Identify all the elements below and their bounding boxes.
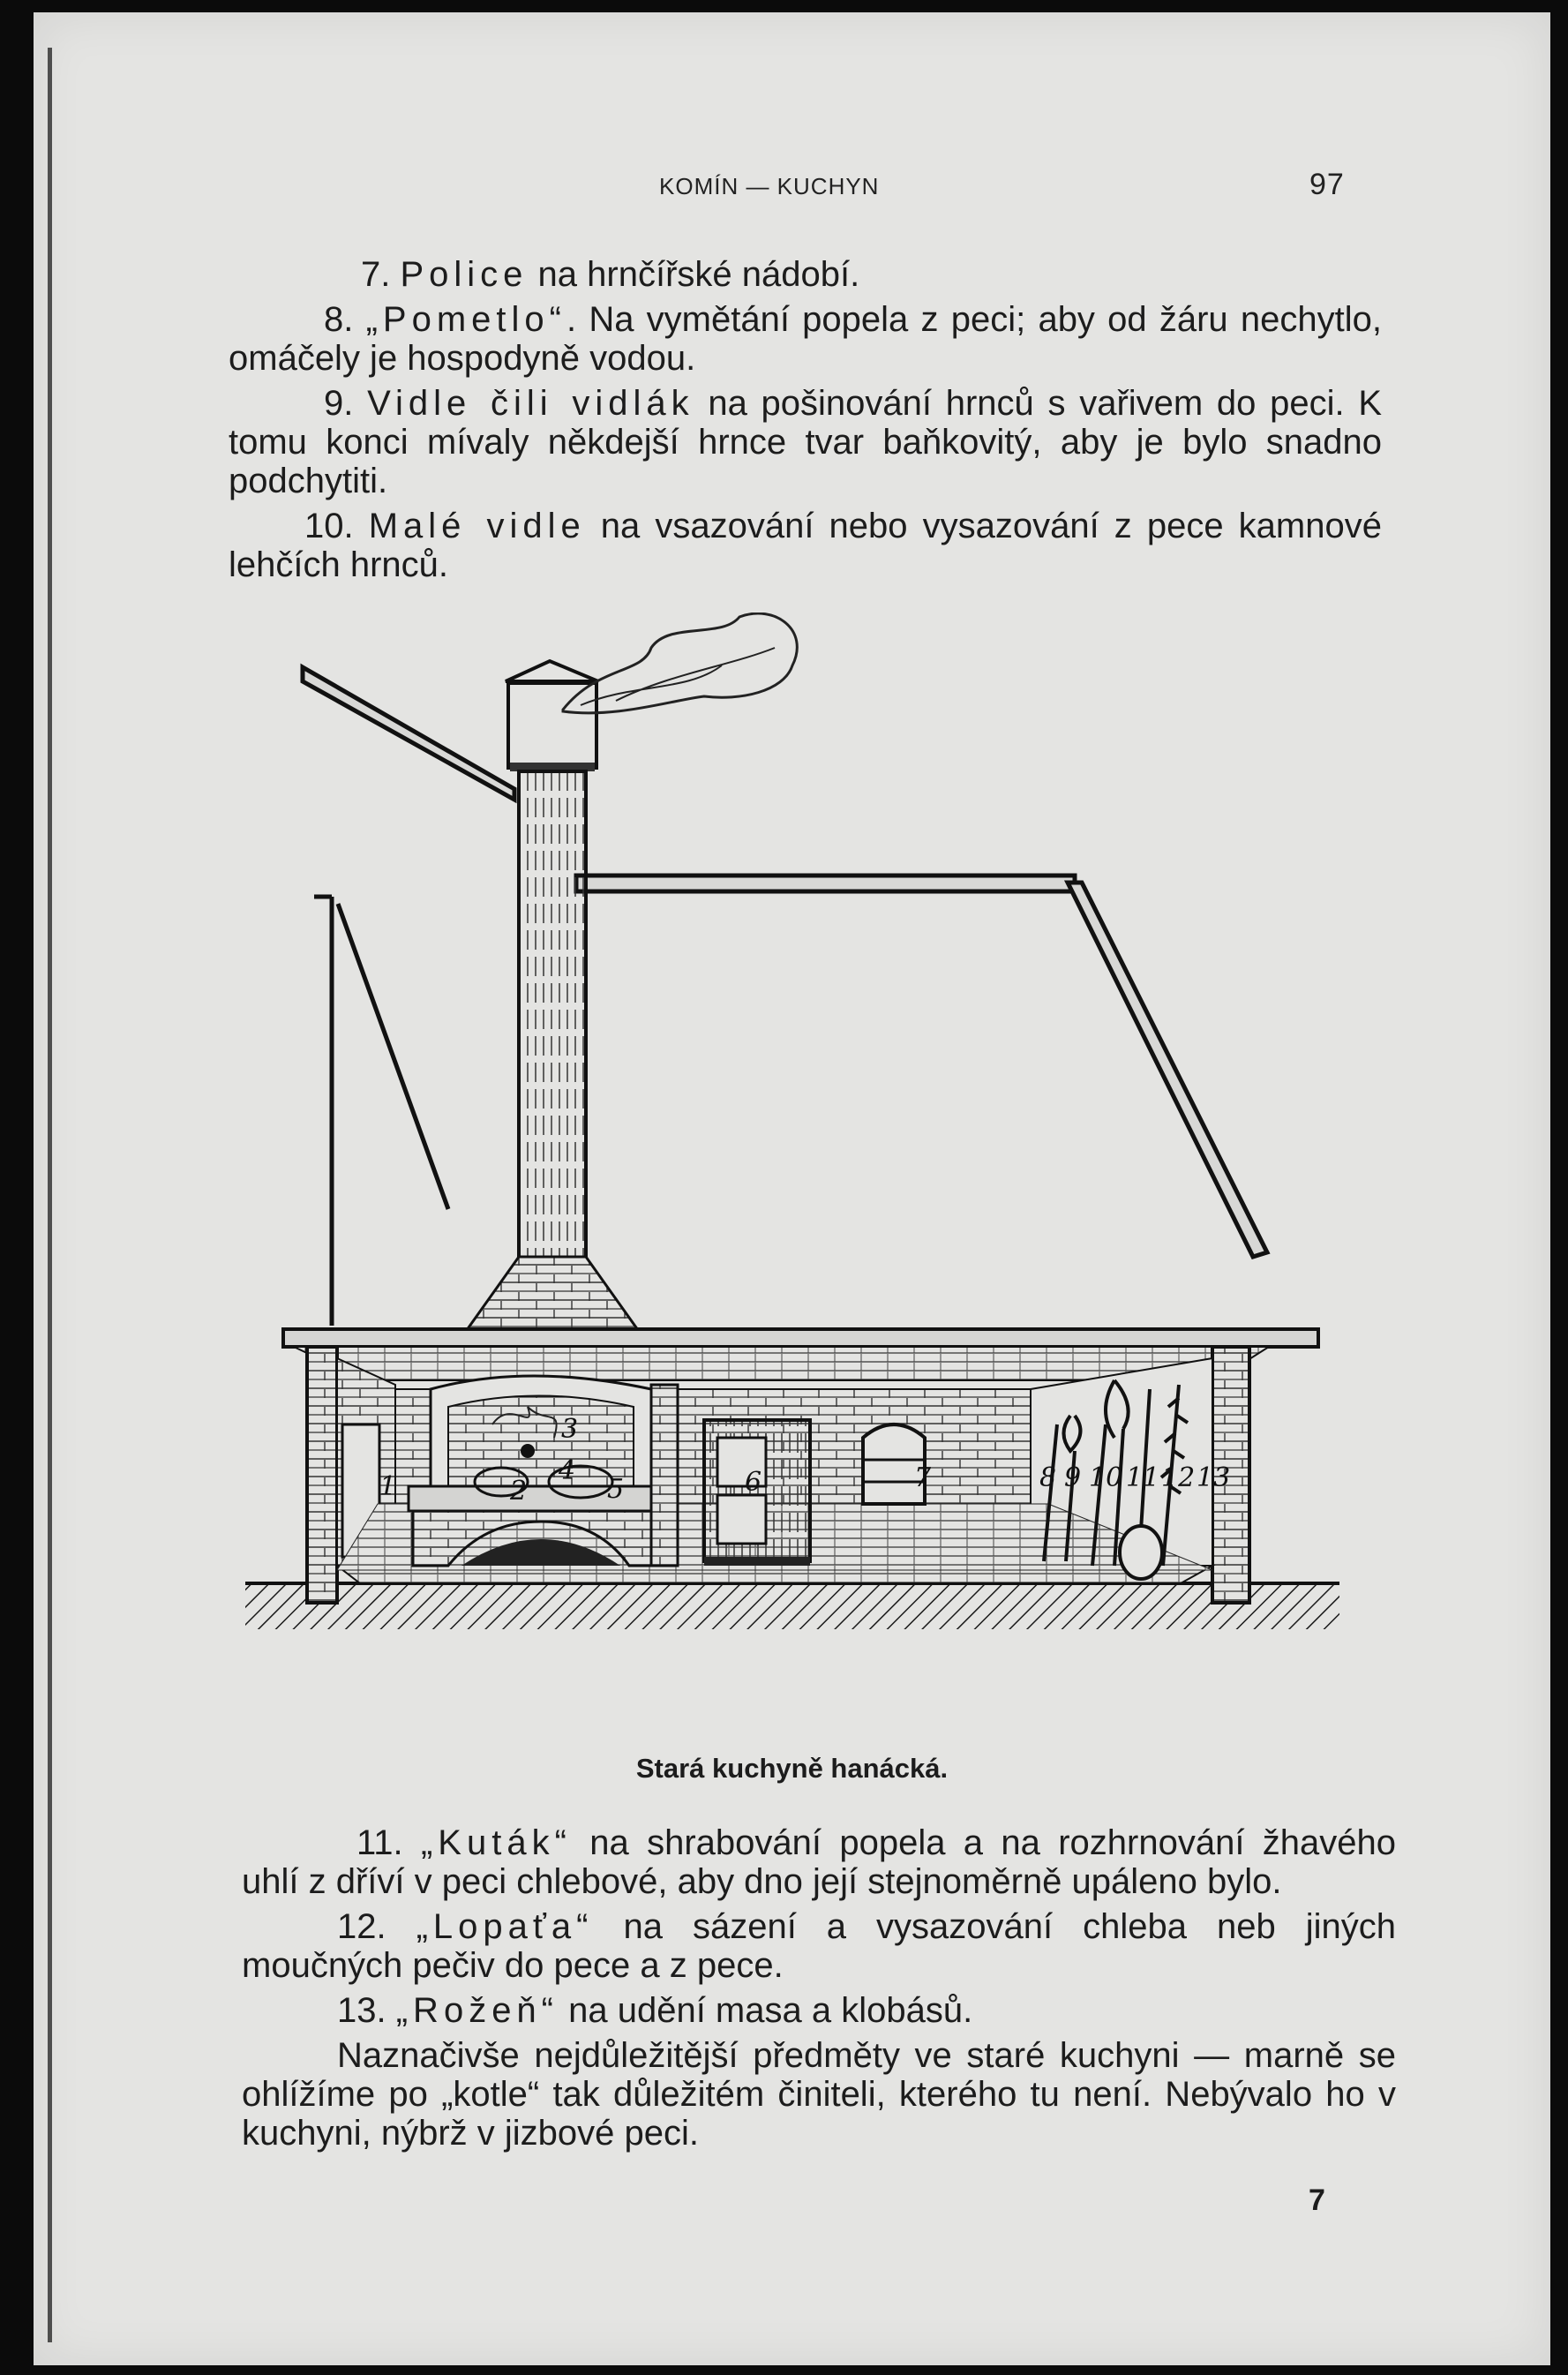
figure-label: 2 bbox=[510, 1476, 528, 1507]
list-item: 9. Vidle čili vidlák na pošinování hrnců s vařivem do peci. K tomu konci mívaly někdejší hrnce tvar baňkovitý, aby je bylo snadno podchytiti. bbox=[229, 384, 1382, 500]
figure-label: 13 bbox=[1197, 1462, 1231, 1493]
list-item: 13. „Rožeň“ na udění masa a klobásů. bbox=[337, 1991, 973, 2030]
figure-label: 9 bbox=[1064, 1462, 1082, 1493]
figure-label: 11 bbox=[1126, 1462, 1160, 1493]
figure-label: 10 bbox=[1089, 1462, 1123, 1493]
figure-label: 6 bbox=[745, 1467, 762, 1498]
ground bbox=[245, 1583, 1339, 1629]
figure-label: 8 bbox=[1039, 1462, 1057, 1493]
figure-label: 12 bbox=[1161, 1462, 1196, 1493]
chimney bbox=[462, 613, 797, 1336]
list-item: 10. Malé vidle na vsazování nebo vysazování z pece kamnové lehčích hrnců. bbox=[229, 507, 1382, 584]
roof bbox=[303, 667, 1267, 1326]
book-page bbox=[34, 12, 1550, 2365]
signature-mark: 7 bbox=[1309, 2183, 1325, 2217]
item-list-bottom bbox=[242, 1823, 1396, 2159]
kitchen-illustration bbox=[34, 613, 1550, 1733]
figure-caption: Stará kuchyně hanácká. bbox=[635, 1753, 949, 1784]
figure-label: 3 bbox=[561, 1414, 579, 1445]
figure-label: 1 bbox=[379, 1471, 397, 1502]
figure-label: 5 bbox=[607, 1474, 625, 1505]
list-item: 7. Police na hrnčířské nádobí. bbox=[361, 255, 860, 294]
item-list-top bbox=[229, 255, 1382, 590]
running-title: KOMÍN — KUCHYN bbox=[659, 173, 880, 199]
figure-label: 4 bbox=[559, 1455, 576, 1486]
list-item: 12. „Lopaťa“ na sázení a vysazování chleba neb jiných moučných pečiv do pece a z pece. bbox=[242, 1907, 1396, 1985]
page-number: 97 bbox=[1309, 168, 1345, 201]
closing-paragraph: Naznačivše nejdůležitější předměty ve staré kuchyni — marně se ohlížíme po „kotle“ tak důležitém činiteli, kterého tu není. Nebývalo ho v kuchyni, nýbrž v jizbové peci. bbox=[242, 2036, 1396, 2153]
list-item: 11. „Kuták“ na shrabování popela a na rozhrnování žhavého uhlí z dříví v peci chlebové, aby dno její stejnoměrně upáleno bylo. bbox=[242, 1823, 1396, 1901]
list-item: 8. „Pometlo“. Na vymětání popela z peci; aby od žáru nechytlo, omáčely je hospodyně vodou. bbox=[229, 300, 1382, 378]
figure-label: 7 bbox=[914, 1462, 932, 1493]
